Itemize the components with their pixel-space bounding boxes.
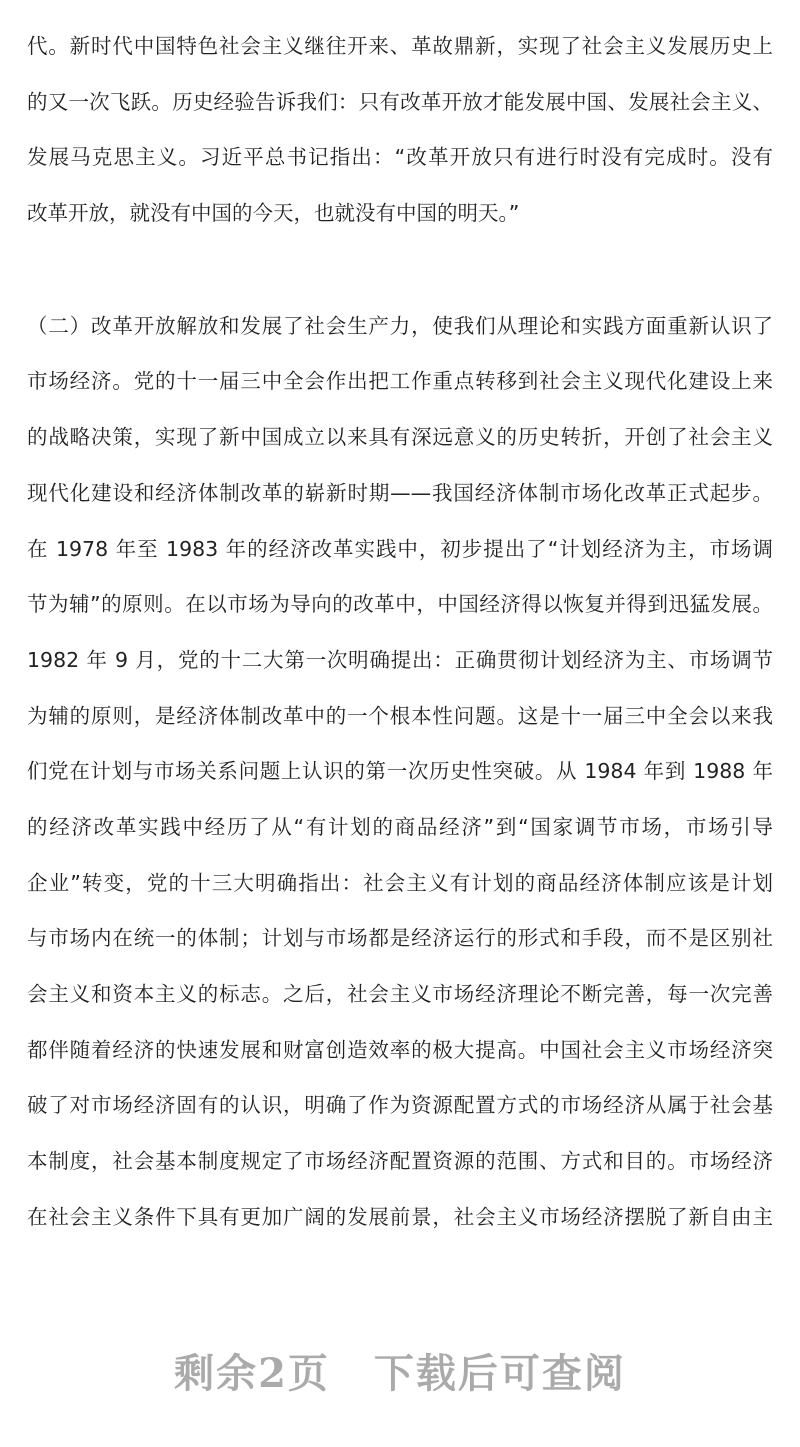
text-line: 发展马克思主义。习近平总书记指出：“改革开放只有进行时没有完成时。没有 (27, 145, 773, 170)
text-line: 在社会主义条件下具有更加广阔的发展前景，社会主义市场经济摆脱了新自由主 (27, 1204, 773, 1229)
text-line: 企业”转变，党的十三大明确指出：社会主义有计划的商品经济体制应该是计划 (27, 870, 773, 895)
text-line: 破了对市场经济固有的认识，明确了作为资源配置方式的市场经济从属于社会基 (27, 1093, 773, 1118)
text-line: 会主义和资本主义的标志。之后，社会主义市场经济理论不断完善，每一次完善 (27, 982, 773, 1006)
text-line: 本制度，社会基本制度规定了市场经济配置资源的范围、方式和目的。市场经济 (27, 1149, 773, 1174)
text-line: 们党在计划与市场关系问题上认识的第一次历史性突破。从 1984 年到 1988 年 (27, 759, 773, 784)
text-line: 1982 年 9 月，党的十二大第一次明确提出：正确贯彻计划经济为主、市场调节 (27, 647, 773, 672)
paragraph-1 (27, 28, 773, 251)
text-line: 的战略决策，实现了新中国成立以来具有深远意义的历史转折，开创了社会主义 (27, 425, 773, 450)
text-line: 的又一次飞跃。历史经验告诉我们：只有改革开放才能发展中国、发展社会主义、 (27, 89, 773, 114)
text-line: 为辅的原则，是经济体制改革中的一个根本性问题。这是十一届三中全会以来我 (27, 703, 773, 728)
remaining-pages-label: 剩余2页 (174, 1350, 330, 1397)
text-line: 代。新时代中国特色社会主义继往开来、革故鼎新，实现了社会主义发展历史上 (27, 34, 773, 58)
download-to-view-label[interactable]: 下载后可查阅 (373, 1350, 626, 1397)
text-line: 的经济改革实践中经历了从“有计划的商品经济”到“国家调节市场，市场引导 (27, 814, 773, 839)
text-line: 在 1978 年至 1983 年的经济改革实践中，初步提出了“计划经济为主，市场调 (27, 536, 773, 561)
text-line: 节为辅”的原则。在以市场为导向的改革中，中国经济得以恢复并得到迅猛发展。 (27, 592, 773, 617)
text-line: 与市场内在统一的体制；计划与市场都是经济运行的形式和手段，而不是区别社 (27, 926, 773, 951)
text-line: 市场经济。党的十一届三中全会作出把工作重点转移到社会主义现代化建设上来 (27, 369, 773, 394)
text-line: 改革开放，就没有中国的今天，也就没有中国的明天。” (27, 201, 520, 226)
document-page (27, 28, 773, 1254)
text-line: 现代化建设和经济体制改革的崭新时期——我国经济体制市场化改革正式起步。 (27, 480, 773, 505)
text-line: （二）改革开放解放和发展了社会生产力，使我们从理论和实践方面重新认识了 (27, 313, 773, 338)
text-line: 都伴随着经济的快速发展和财富创造效率的极大提高。中国社会主义市场经济突 (27, 1037, 773, 1062)
paragraph-2 (27, 308, 773, 1255)
download-prompt[interactable] (0, 1342, 800, 1399)
paragraph-gap (27, 251, 773, 309)
